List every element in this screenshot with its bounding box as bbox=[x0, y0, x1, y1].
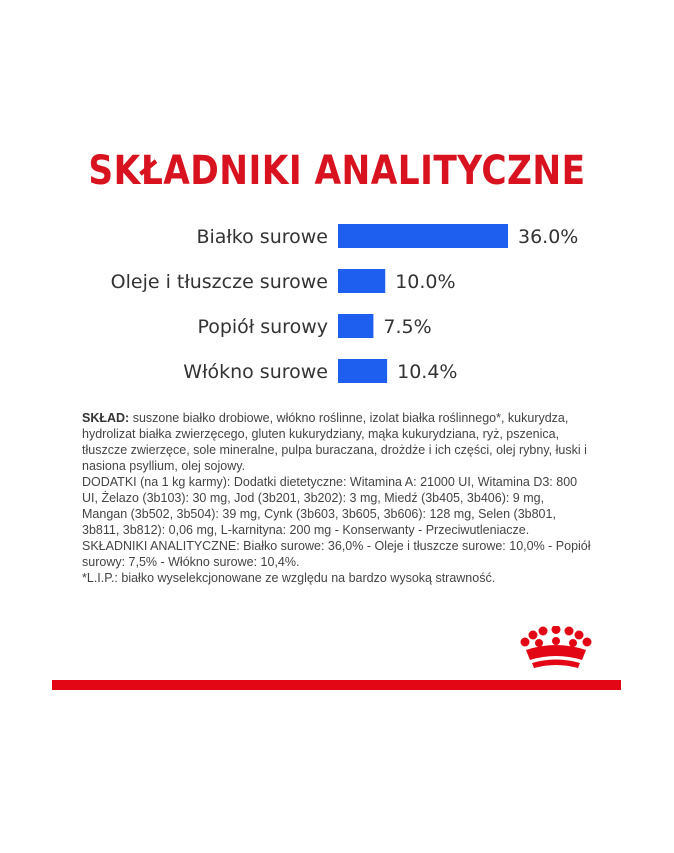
value-label: 10.4% bbox=[397, 361, 458, 383]
value-label: 10.0% bbox=[395, 271, 456, 293]
page-title: SKŁADNIKI ANALITYCZNE bbox=[88, 148, 586, 194]
sklad-label: SKŁAD: bbox=[82, 411, 130, 425]
bar bbox=[338, 314, 373, 338]
sklad-paragraph bbox=[82, 410, 592, 474]
analytical-bar-chart bbox=[0, 210, 674, 390]
value-label: 7.5% bbox=[383, 316, 432, 338]
bar bbox=[338, 224, 508, 248]
category-label: Włókno surowe bbox=[183, 361, 328, 383]
royal-canin-crown-logo bbox=[518, 626, 594, 670]
bottom-red-rule bbox=[52, 680, 621, 690]
sklad-text: suszone białko drobiowe, włókno roślinne, izolat białka roślinnego*, kukurydza, hydrolizat białka zwierzęcego, gluten kukurydziany, mąka kukurydziana, ryż, pszenica, tłuszcze zwierzęce, sole mineralne, pulpa buraczana, drożdże i ich części, olej rybny, łuski i nasiona psyllium, olej sojowy. bbox=[82, 411, 587, 473]
analityczne-paragraph: SKŁADNIKI ANALITYCZNE: Białko surowe: 36,0% - Oleje i tłuszcze surowe: 10,0% - Popiół surowy: 7,5% - Włókno surowe: 10,4%. bbox=[82, 539, 591, 569]
category-label: Oleje i tłuszcze surowe bbox=[110, 271, 328, 293]
bar bbox=[338, 359, 387, 383]
lip-note: *L.I.P.: białko wyselekcjonowane ze względu na bardzo wysoką strawność. bbox=[82, 571, 496, 585]
ingredients-description bbox=[82, 410, 592, 586]
bar bbox=[338, 269, 385, 293]
category-label: Białko surowe bbox=[196, 226, 328, 248]
value-label: 36.0% bbox=[518, 226, 579, 248]
dodatki-paragraph: DODATKI (na 1 kg karmy): Dodatki dietetyczne: Witamina A: 21000 UI, Witamina D3: 800 UI, Żelazo (3b103): 30 mg, Jod (3b201, 3b202): 3 mg, Miedź (3b405, 3b406): 9 mg, Mangan (3b502, 3b504): 39 mg, Cynk (3b603, 3b605, 3b606): 128 mg, Selen (3b801, 3b811, 3b812): 0,06 mg, L-karnityna: 200 mg - Konserwanty - Przeciwutleniacze. bbox=[82, 475, 578, 537]
category-label: Popiół surowy bbox=[197, 316, 328, 338]
